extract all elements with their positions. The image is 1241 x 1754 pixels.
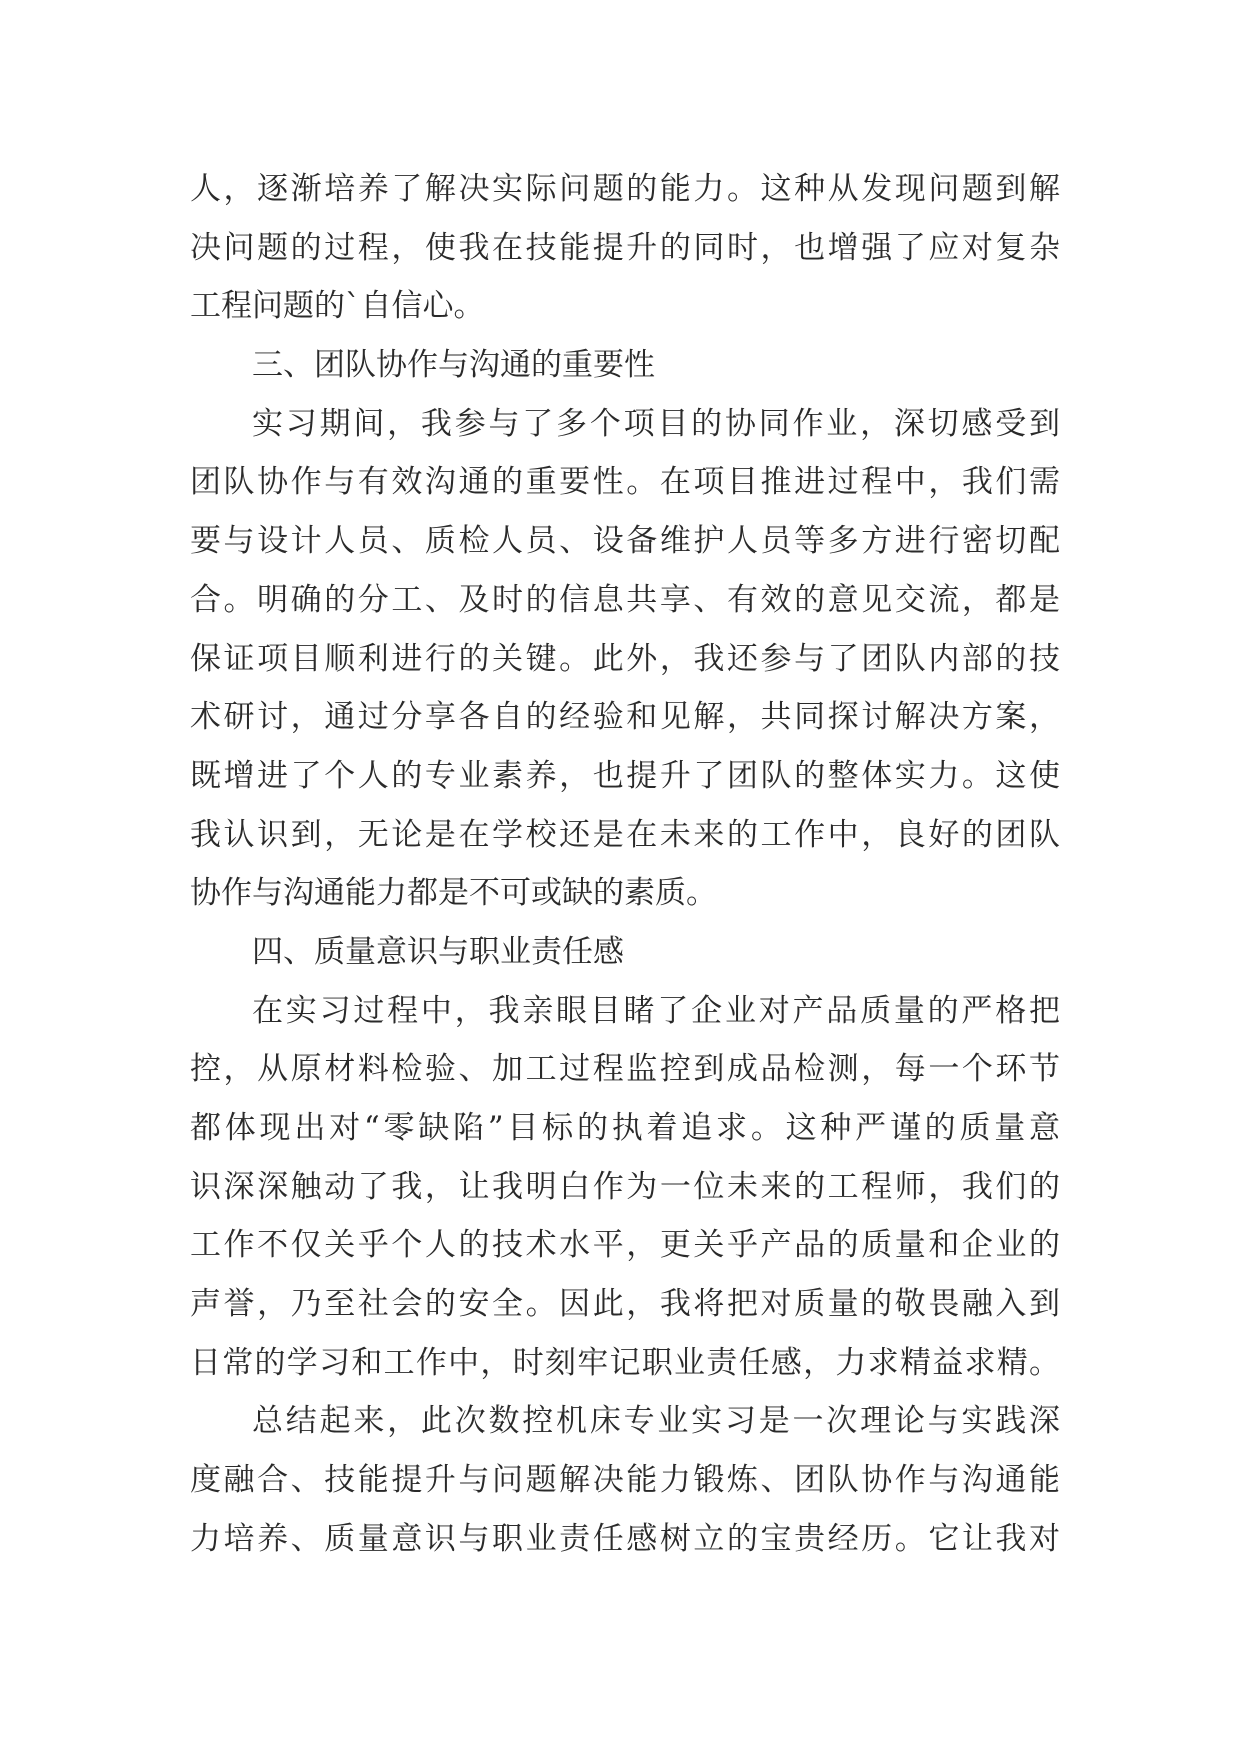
text-line: 协作与沟通能力都是不可或缺的素质。 bbox=[190, 875, 717, 912]
text-line: 实习期间，我参与了多个项目的协同作业，深切感受到 bbox=[252, 405, 1060, 442]
text-line: 术研讨，通过分享各自的经验和见解，共同探讨解决方案， bbox=[190, 699, 1060, 736]
text-line: 人，逐渐培养了解决实际问题的能力。这种从发现问题到解 bbox=[190, 171, 1060, 207]
section-heading: 三、团队协作与沟通的重要性 bbox=[252, 347, 655, 384]
text-line: 团队协作与有效沟通的重要性。在项目推进过程中，我们需 bbox=[190, 464, 1060, 501]
text-line: 力培养、质量意识与职业责任感树立的宝贵经历。它让我对 bbox=[190, 1520, 1060, 1557]
text-line: 我认识到，无论是在学校还是在未来的工作中，良好的团队 bbox=[190, 816, 1060, 853]
text-line: 工作不仅关乎个人的技术水平，更关乎产品的质量和企业的 bbox=[190, 1227, 1060, 1264]
text-line: 在实习过程中，我亲眼目睹了企业对产品质量的严格把 bbox=[252, 992, 1060, 1029]
text-line: 度融合、技能提升与问题解决能力锻炼、团队协作与沟通能 bbox=[190, 1462, 1060, 1499]
text-line: 识深深触动了我，让我明白作为一位未来的工程师，我们的 bbox=[190, 1168, 1060, 1205]
text-line: 声誉，乃至社会的安全。因此，我将把对质量的敬畏融入到 bbox=[190, 1286, 1060, 1323]
document-body bbox=[190, 160, 1060, 1569]
text-line: 总结起来，此次数控机床专业实习是一次理论与实践深 bbox=[252, 1403, 1060, 1440]
text-line: 工程问题的`自信心。 bbox=[190, 288, 485, 325]
text-line: 合。明确的分工、及时的信息共享、有效的意见交流，都是 bbox=[190, 581, 1060, 618]
text-line: 既增进了个人的专业素养，也提升了团队的整体实力。这使 bbox=[190, 757, 1060, 794]
text-line: 决问题的过程，使我在技能提升的同时，也增强了应对复杂 bbox=[190, 229, 1060, 266]
section-heading: 四、质量意识与职业责任感 bbox=[252, 933, 624, 970]
text-line: 保证项目顺利进行的关键。此外，我还参与了团队内部的技 bbox=[190, 640, 1060, 677]
text-line: 要与设计人员、质检人员、设备维护人员等多方进行密切配 bbox=[190, 523, 1060, 560]
text-line: 控，从原材料检验、加工过程监控到成品检测，每一个环节 bbox=[190, 1051, 1060, 1088]
text-line: 都体现出对“零缺陷”目标的执着追求。这种严谨的质量意 bbox=[190, 1110, 1060, 1146]
text-line: 日常的学习和工作中，时刻牢记职业责任感，力求精益求精。 bbox=[190, 1344, 1060, 1381]
